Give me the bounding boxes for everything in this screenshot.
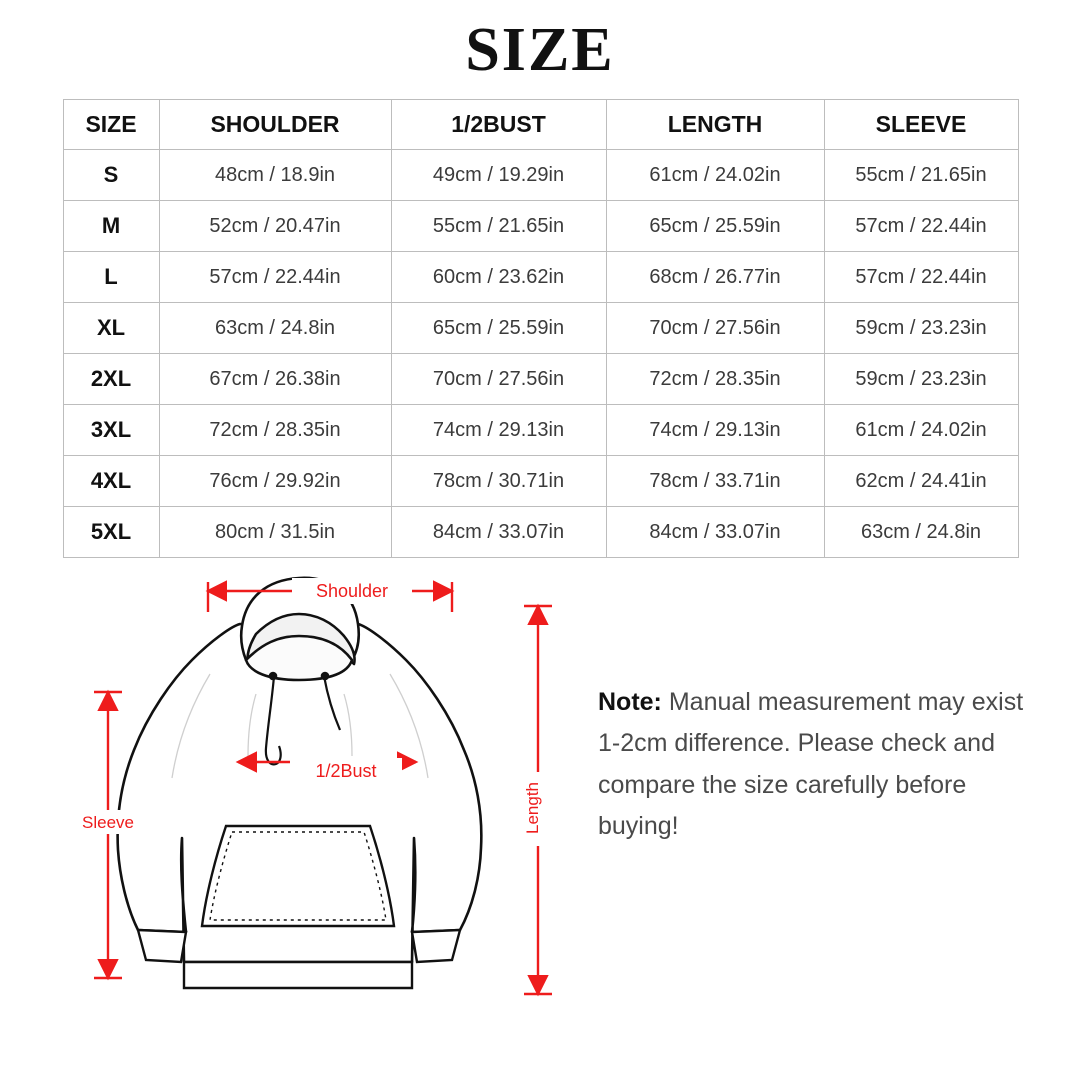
table-row [63,201,1018,252]
column-header-shoulder: SHOULDER [159,100,391,150]
cell-size: 5XL [63,507,159,558]
column-header-bust: 1/2BUST [391,100,606,150]
cell-sleeve: 57cm / 22.44in [824,201,1018,252]
size-table-container [63,99,1018,558]
cell-length: 61cm / 24.02in [606,150,824,201]
length-label: Length [523,782,542,835]
cell-shoulder: 72cm / 28.35in [159,405,391,456]
table-row [63,456,1018,507]
cell-sleeve: 57cm / 22.44in [824,252,1018,303]
cell-bust: 49cm / 19.29in [391,150,606,201]
cell-length: 65cm / 25.59in [606,201,824,252]
table-row [63,303,1018,354]
cell-size: M [63,201,159,252]
cell-size: L [63,252,159,303]
column-header-length: LENGTH [606,100,824,150]
cell-shoulder: 80cm / 31.5in [159,507,391,558]
cell-length: 70cm / 27.56in [606,303,824,354]
table-row [63,252,1018,303]
table-row [63,507,1018,558]
bust-label: 1/2Bust [315,761,377,782]
page-title: SIZE [465,16,615,84]
cell-length: 74cm / 29.13in [606,405,824,456]
hoodie-illustration [60,564,600,1034]
cell-bust: 55cm / 21.65in [391,201,606,252]
cell-size: 4XL [63,456,159,507]
note-label: Note: [598,688,662,717]
cell-length: 68cm / 26.77in [606,252,824,303]
column-header-sleeve: SLEEVE [824,100,1018,150]
table-row [63,354,1018,405]
cell-length: 72cm / 28.35in [606,354,824,405]
cell-bust: 65cm / 25.59in [391,303,606,354]
cell-bust: 78cm / 30.71in [391,456,606,507]
cell-sleeve: 59cm / 23.23in [824,354,1018,405]
cell-size: 3XL [63,405,159,456]
cell-shoulder: 52cm / 20.47in [159,201,391,252]
table-header [63,100,1018,150]
table-row [63,405,1018,456]
cell-sleeve: 63cm / 24.8in [824,507,1018,558]
cell-sleeve: 55cm / 21.65in [824,150,1018,201]
cell-bust: 60cm / 23.62in [391,252,606,303]
cell-sleeve: 61cm / 24.02in [824,405,1018,456]
column-header-size: SIZE [63,100,159,150]
cell-shoulder: 76cm / 29.92in [159,456,391,507]
cell-sleeve: 62cm / 24.41in [824,456,1018,507]
cell-sleeve: 59cm / 23.23in [824,303,1018,354]
cell-size: 2XL [63,354,159,405]
cell-bust: 70cm / 27.56in [391,354,606,405]
measurement-note [598,682,1028,847]
table-header-row [63,100,1018,150]
cell-size: S [63,150,159,201]
cell-shoulder: 57cm / 22.44in [159,252,391,303]
table-row [63,150,1018,201]
sleeve-label: Sleeve [82,813,134,833]
cell-length: 84cm / 33.07in [606,507,824,558]
cell-shoulder: 63cm / 24.8in [159,303,391,354]
cell-length: 78cm / 33.71in [606,456,824,507]
table-body [63,150,1018,558]
cell-bust: 84cm / 33.07in [391,507,606,558]
shoulder-label: Shoulder [315,581,389,602]
size-table [63,99,1019,558]
note-text: Manual measurement may exist 1-2cm difference. Please check and compare the size carefully before buying! [598,688,1024,840]
cell-shoulder: 48cm / 18.9in [159,150,391,201]
measurement-diagram [0,564,1080,1034]
cell-size: XL [63,303,159,354]
cell-bust: 74cm / 29.13in [391,405,606,456]
cell-shoulder: 67cm / 26.38in [159,354,391,405]
